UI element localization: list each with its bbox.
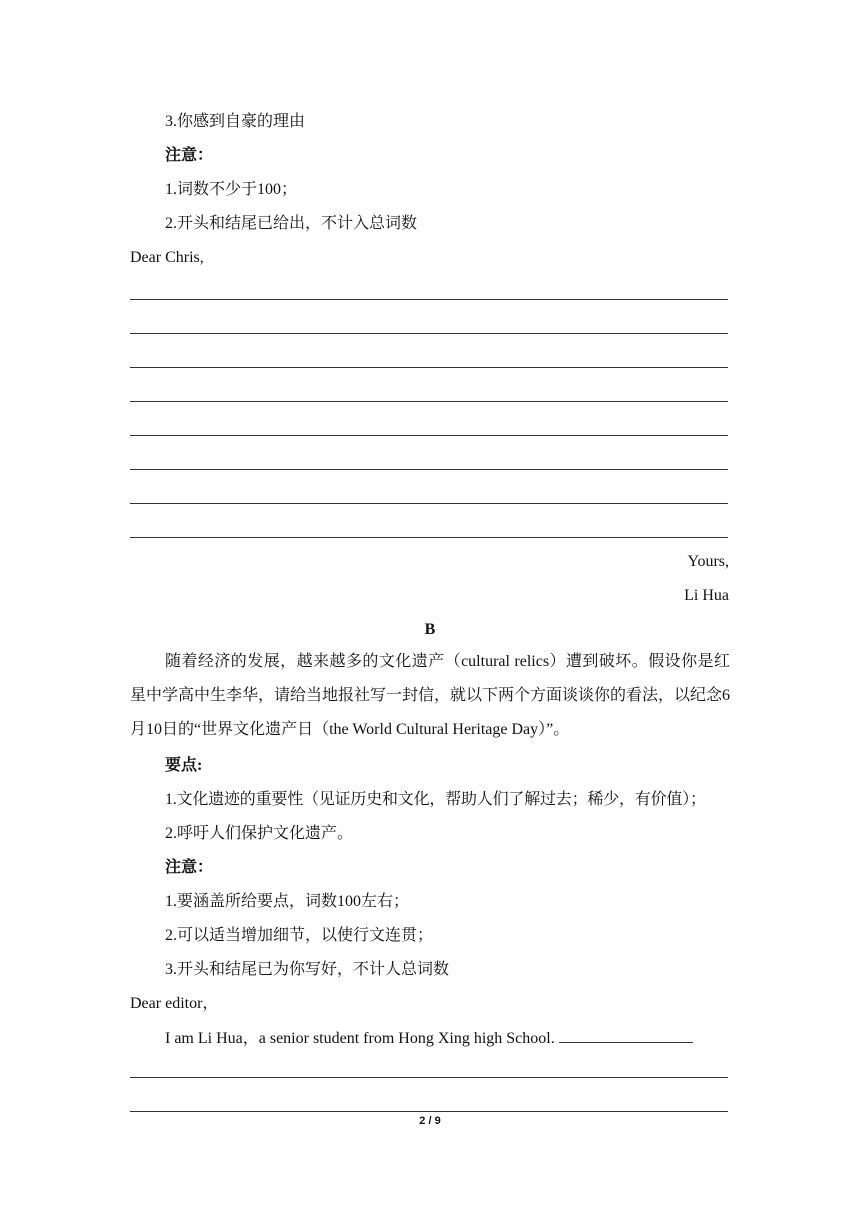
signature-a: Li Hua: [684, 587, 729, 604]
note-b-2: 2.可以适当增加细节，以使行文连贯；: [165, 927, 434, 944]
salutation-a: Dear Chris,: [130, 249, 204, 266]
points-heading-b: 要点:: [165, 757, 203, 774]
note-a-2: 2.开头和结尾已给出，不计入总词数: [165, 215, 418, 232]
opening-sentence: I am Li Hua，a senior student from Hong Xing high School.: [165, 1030, 555, 1047]
closing-a: Yours,: [687, 553, 729, 570]
salutation-b: Dear editor，: [130, 995, 219, 1012]
writing-line: [130, 469, 728, 470]
writing-line: [130, 299, 728, 300]
requirement-3: 3.你感到自豪的理由: [165, 113, 306, 130]
note-b-3: 3.开头和结尾已为你写好，不计人总词数: [165, 961, 450, 978]
writing-line: [130, 435, 728, 436]
opening-line-b: [165, 1028, 693, 1049]
answer-blank[interactable]: [559, 1028, 693, 1043]
point-b-1: 1.文化遗迹的重要性（见证历史和文化，帮助人们了解过去；稀少，有价值）；: [165, 791, 706, 808]
writing-line: [130, 1111, 728, 1112]
writing-line: [130, 1077, 728, 1078]
writing-line: [130, 537, 728, 538]
section-heading-b: B: [424, 621, 436, 638]
page-number: 2 / 9: [419, 1115, 441, 1127]
writing-line: [130, 503, 728, 504]
intro-paragraph-b: 随着经济的发展，越来越多的文化遗产（cultural relics）遭到破坏。假设你是红星中学高中生李华，请给当地报社写一封信，就以下两个方面谈谈你的看法，以纪念6月10日的“世界文化遗产日（the World Cultural Heritage Day）”。: [130, 653, 731, 738]
note-b-1: 1.要涵盖所给要点，词数100左右；: [165, 893, 410, 910]
writing-line: [130, 367, 728, 368]
point-b-2: 2.呼吁人们保护文化遗产。: [165, 825, 354, 842]
writing-line: [130, 401, 728, 402]
notes-heading-b: 注意：: [165, 859, 214, 876]
writing-line: [130, 333, 728, 334]
note-a-1: 1.词数不少于100；: [165, 181, 298, 198]
notes-heading-a: 注意：: [165, 147, 214, 164]
